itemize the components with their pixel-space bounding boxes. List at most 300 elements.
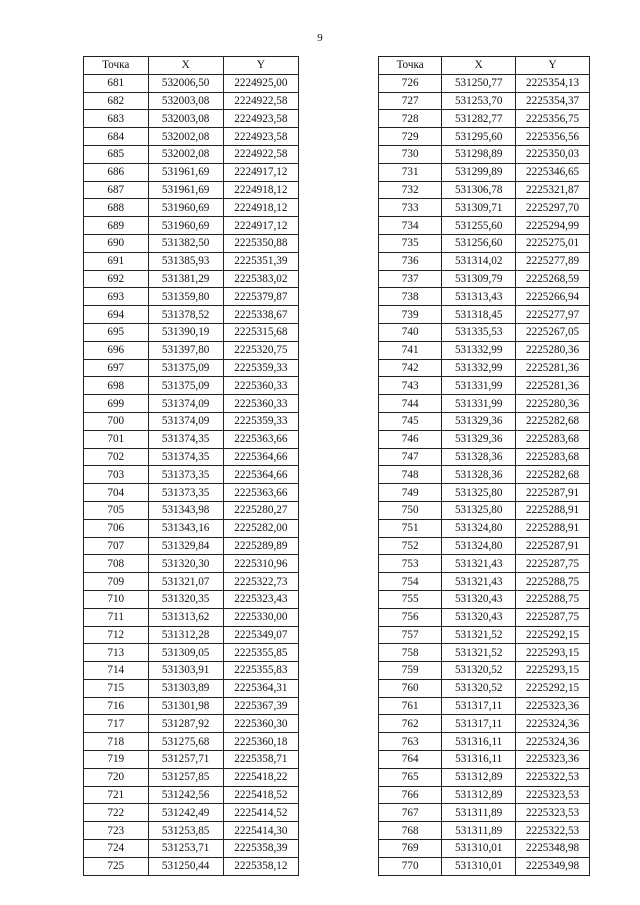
table-row (379, 822, 590, 840)
cell-point: 730 (379, 145, 442, 163)
cell-point: 769 (379, 840, 442, 858)
cell-y: 2225288,91 (516, 519, 590, 537)
table-row (379, 466, 590, 484)
table-row (379, 626, 590, 644)
cell-point: 681 (84, 74, 149, 92)
cell-y: 2225280,36 (516, 341, 590, 359)
cell-point: 756 (379, 608, 442, 626)
table-row (84, 341, 299, 359)
cell-y: 2225280,36 (516, 395, 590, 413)
cell-y: 2224923,58 (223, 128, 298, 146)
table-row (379, 270, 590, 288)
cell-y: 2225354,13 (516, 74, 590, 92)
cell-x: 531312,89 (442, 768, 516, 786)
cell-y: 2225277,89 (516, 252, 590, 270)
table-row (379, 804, 590, 822)
cell-y: 2225418,52 (223, 786, 298, 804)
table-row (84, 217, 299, 235)
cell-point: 713 (84, 644, 149, 662)
cell-y: 2225350,88 (223, 234, 298, 252)
cell-x: 531375,09 (148, 377, 223, 395)
cell-x: 531313,43 (442, 288, 516, 306)
cell-y: 2225267,05 (516, 323, 590, 341)
cell-x: 531255,60 (442, 217, 516, 235)
table-row (84, 110, 299, 128)
cell-point: 718 (84, 733, 149, 751)
cell-y: 2225322,73 (223, 573, 298, 591)
table-row (379, 395, 590, 413)
cell-y: 2225282,68 (516, 412, 590, 430)
table-row (379, 288, 590, 306)
cell-y: 2225292,15 (516, 679, 590, 697)
cell-point: 704 (84, 484, 149, 502)
table-row (379, 430, 590, 448)
cell-x: 531331,99 (442, 395, 516, 413)
cell-x: 531317,11 (442, 697, 516, 715)
cell-x: 531318,45 (442, 306, 516, 324)
cell-x: 531299,89 (442, 163, 516, 181)
cell-point: 698 (84, 377, 149, 395)
cell-y: 2225414,52 (223, 804, 298, 822)
cell-x: 532006,50 (148, 74, 223, 92)
table-row (84, 234, 299, 252)
cell-y: 2225323,53 (516, 804, 590, 822)
cell-x: 531320,30 (148, 555, 223, 573)
cell-point: 701 (84, 430, 149, 448)
cell-x: 531316,11 (442, 751, 516, 769)
cell-point: 739 (379, 306, 442, 324)
cell-x: 531329,36 (442, 412, 516, 430)
cell-y: 2225277,97 (516, 306, 590, 324)
table-row (379, 341, 590, 359)
cell-y: 2225292,15 (516, 626, 590, 644)
cell-point: 702 (84, 448, 149, 466)
cell-x: 531317,11 (442, 715, 516, 733)
table-row (84, 590, 299, 608)
cell-y: 2225356,75 (516, 110, 590, 128)
cell-point: 689 (84, 217, 149, 235)
cell-y: 2225355,83 (223, 662, 298, 680)
cell-point: 747 (379, 448, 442, 466)
coordinates-table-right (378, 56, 590, 876)
cell-y: 2225282,00 (223, 519, 298, 537)
table-row (84, 92, 299, 110)
cell-x: 531320,52 (442, 679, 516, 697)
cell-y: 2225324,36 (516, 715, 590, 733)
table-row (379, 306, 590, 324)
cell-point: 684 (84, 128, 149, 146)
cell-y: 2225289,89 (223, 537, 298, 555)
cell-point: 746 (379, 430, 442, 448)
cell-x: 531242,56 (148, 786, 223, 804)
page-number: 9 (317, 32, 323, 44)
cell-x: 531324,80 (442, 519, 516, 537)
cell-x: 531257,85 (148, 768, 223, 786)
cell-y: 2225320,75 (223, 341, 298, 359)
cell-y: 2225358,39 (223, 840, 298, 858)
table-row (379, 537, 590, 555)
cell-x: 531332,99 (442, 341, 516, 359)
cell-y: 2225323,36 (516, 751, 590, 769)
cell-point: 699 (84, 395, 149, 413)
cell-x: 531256,60 (442, 234, 516, 252)
cell-point: 707 (84, 537, 149, 555)
table-row (379, 448, 590, 466)
cell-y: 2225321,87 (516, 181, 590, 199)
table-row (379, 359, 590, 377)
table-row (84, 323, 299, 341)
table-row (379, 128, 590, 146)
table-row (379, 573, 590, 591)
table-row (84, 199, 299, 217)
cell-point: 760 (379, 679, 442, 697)
coordinates-table-left (83, 56, 299, 876)
cell-x: 531316,11 (442, 733, 516, 751)
table-row (84, 662, 299, 680)
cell-x: 531321,43 (442, 555, 516, 573)
table-row (379, 840, 590, 858)
cell-point: 685 (84, 145, 149, 163)
cell-y: 2225338,67 (223, 306, 298, 324)
cell-x: 531320,52 (442, 662, 516, 680)
table-row (84, 377, 299, 395)
table-row (379, 181, 590, 199)
cell-x: 531359,80 (148, 288, 223, 306)
table-row (379, 217, 590, 235)
table-row (379, 412, 590, 430)
cell-y: 2225287,91 (516, 537, 590, 555)
cell-x: 531329,36 (442, 430, 516, 448)
cell-x: 531382,50 (148, 234, 223, 252)
cell-point: 719 (84, 751, 149, 769)
table-row (379, 733, 590, 751)
cell-x: 531253,85 (148, 822, 223, 840)
cell-y: 2225346,65 (516, 163, 590, 181)
table-row (84, 715, 299, 733)
cell-x: 531374,35 (148, 430, 223, 448)
cell-point: 716 (84, 697, 149, 715)
cell-y: 2225315,68 (223, 323, 298, 341)
cell-point: 764 (379, 751, 442, 769)
cell-x: 531313,62 (148, 608, 223, 626)
table-row (379, 323, 590, 341)
cell-point: 696 (84, 341, 149, 359)
table-row (379, 697, 590, 715)
cell-x: 531320,35 (148, 590, 223, 608)
cell-y: 2225322,53 (516, 822, 590, 840)
table-row (84, 840, 299, 858)
cell-point: 733 (379, 199, 442, 217)
cell-point: 725 (84, 857, 149, 875)
cell-y: 2225383,02 (223, 270, 298, 288)
cell-y: 2225360,33 (223, 377, 298, 395)
cell-point: 740 (379, 323, 442, 341)
table-row (84, 181, 299, 199)
table-row (84, 359, 299, 377)
table-row (379, 751, 590, 769)
cell-y: 2225349,98 (516, 857, 590, 875)
table-row (379, 857, 590, 875)
cell-y: 2225275,01 (516, 234, 590, 252)
cell-x: 531325,80 (442, 484, 516, 502)
cell-point: 724 (84, 840, 149, 858)
cell-x: 531325,80 (442, 501, 516, 519)
cell-x: 531373,35 (148, 484, 223, 502)
cell-y: 2224918,12 (223, 181, 298, 199)
cell-x: 532002,08 (148, 145, 223, 163)
cell-point: 726 (379, 74, 442, 92)
table-row (84, 501, 299, 519)
cell-point: 750 (379, 501, 442, 519)
table-row (84, 573, 299, 591)
cell-point: 741 (379, 341, 442, 359)
cell-x: 531321,52 (442, 644, 516, 662)
cell-point: 743 (379, 377, 442, 395)
table-row (379, 555, 590, 573)
cell-point: 709 (84, 573, 149, 591)
cell-point: 755 (379, 590, 442, 608)
cell-point: 722 (84, 804, 149, 822)
table-row (84, 608, 299, 626)
cell-x: 531385,93 (148, 252, 223, 270)
cell-y: 2225324,36 (516, 733, 590, 751)
cell-point: 744 (379, 395, 442, 413)
cell-x: 531324,80 (442, 537, 516, 555)
table-row (379, 590, 590, 608)
cell-y: 2224923,58 (223, 110, 298, 128)
cell-point: 693 (84, 288, 149, 306)
cell-point: 761 (379, 697, 442, 715)
cell-x: 532003,08 (148, 92, 223, 110)
table-row (84, 768, 299, 786)
table-row (84, 519, 299, 537)
cell-y: 2225363,66 (223, 430, 298, 448)
table-row (84, 395, 299, 413)
table-row (84, 430, 299, 448)
table-row (84, 288, 299, 306)
cell-point: 710 (84, 590, 149, 608)
cell-y: 2225266,94 (516, 288, 590, 306)
cell-y: 2224922,58 (223, 145, 298, 163)
cell-y: 2224922,58 (223, 92, 298, 110)
cell-x: 531332,99 (442, 359, 516, 377)
cell-point: 714 (84, 662, 149, 680)
table-row (84, 679, 299, 697)
cell-point: 682 (84, 92, 149, 110)
cell-x: 532003,08 (148, 110, 223, 128)
cell-y: 2225355,85 (223, 644, 298, 662)
cell-point: 711 (84, 608, 149, 626)
cell-y: 2225297,70 (516, 199, 590, 217)
cell-x: 531321,07 (148, 573, 223, 591)
cell-x: 531250,44 (148, 857, 223, 875)
cell-point: 753 (379, 555, 442, 573)
table-header-row (84, 57, 299, 75)
cell-y: 2225282,68 (516, 466, 590, 484)
header-y: Y (223, 57, 298, 75)
cell-y: 2225287,75 (516, 555, 590, 573)
cell-x: 531320,43 (442, 590, 516, 608)
cell-x: 531257,71 (148, 751, 223, 769)
table-row (379, 484, 590, 502)
cell-point: 690 (84, 234, 149, 252)
cell-y: 2225360,33 (223, 395, 298, 413)
cell-y: 2225360,30 (223, 715, 298, 733)
cell-point: 708 (84, 555, 149, 573)
cell-point: 752 (379, 537, 442, 555)
table-row (379, 234, 590, 252)
cell-x: 531320,43 (442, 608, 516, 626)
cell-point: 749 (379, 484, 442, 502)
cell-x: 531306,78 (442, 181, 516, 199)
cell-y: 2225364,31 (223, 679, 298, 697)
cell-x: 531390,19 (148, 323, 223, 341)
cell-point: 737 (379, 270, 442, 288)
cell-x: 531328,36 (442, 448, 516, 466)
cell-point: 762 (379, 715, 442, 733)
cell-x: 531309,79 (442, 270, 516, 288)
cell-y: 2225322,53 (516, 768, 590, 786)
table-row (379, 145, 590, 163)
table-row (379, 768, 590, 786)
cell-x: 531960,69 (148, 199, 223, 217)
cell-y: 2225268,59 (516, 270, 590, 288)
cell-y: 2225323,36 (516, 697, 590, 715)
cell-y: 2225379,87 (223, 288, 298, 306)
cell-point: 766 (379, 786, 442, 804)
cell-y: 2225283,68 (516, 448, 590, 466)
table-row (84, 626, 299, 644)
cell-y: 2225363,66 (223, 484, 298, 502)
table-row (379, 501, 590, 519)
table-row (84, 751, 299, 769)
cell-x: 531961,69 (148, 181, 223, 199)
cell-x: 531378,52 (148, 306, 223, 324)
cell-y: 2225293,15 (516, 644, 590, 662)
cell-y: 2225364,66 (223, 448, 298, 466)
cell-x: 531374,09 (148, 412, 223, 430)
cell-y: 2225280,27 (223, 501, 298, 519)
cell-y: 2225288,75 (516, 573, 590, 591)
cell-point: 758 (379, 644, 442, 662)
cell-x: 531321,43 (442, 573, 516, 591)
cell-y: 2225358,71 (223, 751, 298, 769)
table-row (84, 163, 299, 181)
table-row (379, 163, 590, 181)
cell-y: 2225356,56 (516, 128, 590, 146)
cell-point: 691 (84, 252, 149, 270)
cell-point: 728 (379, 110, 442, 128)
header-y: Y (516, 57, 590, 75)
table-row (84, 555, 299, 573)
table-row (84, 306, 299, 324)
cell-point: 723 (84, 822, 149, 840)
table-row (379, 92, 590, 110)
cell-point: 717 (84, 715, 149, 733)
cell-x: 531253,71 (148, 840, 223, 858)
cell-y: 2225418,22 (223, 768, 298, 786)
table-row (379, 74, 590, 92)
table-row (379, 110, 590, 128)
cell-point: 767 (379, 804, 442, 822)
cell-point: 759 (379, 662, 442, 680)
table-row (84, 786, 299, 804)
cell-point: 736 (379, 252, 442, 270)
cell-point: 748 (379, 466, 442, 484)
cell-x: 531314,02 (442, 252, 516, 270)
cell-x: 531335,53 (442, 323, 516, 341)
cell-y: 2225281,36 (516, 359, 590, 377)
cell-point: 765 (379, 768, 442, 786)
cell-y: 2225283,68 (516, 430, 590, 448)
cell-point: 729 (379, 128, 442, 146)
cell-x: 531295,60 (442, 128, 516, 146)
cell-x: 531250,77 (442, 74, 516, 92)
cell-x: 531303,91 (148, 662, 223, 680)
cell-y: 2225367,39 (223, 697, 298, 715)
table-row (84, 252, 299, 270)
header-x: X (442, 57, 516, 75)
cell-x: 531282,77 (442, 110, 516, 128)
cell-y: 2225364,66 (223, 466, 298, 484)
table-row (84, 466, 299, 484)
cell-point: 742 (379, 359, 442, 377)
cell-x: 531331,99 (442, 377, 516, 395)
cell-point: 745 (379, 412, 442, 430)
table-row (84, 537, 299, 555)
cell-x: 531309,71 (442, 199, 516, 217)
cell-x: 531321,52 (442, 626, 516, 644)
cell-x: 532002,08 (148, 128, 223, 146)
table-header-row (379, 57, 590, 75)
cell-point: 683 (84, 110, 149, 128)
cell-x: 531311,89 (442, 804, 516, 822)
cell-point: 700 (84, 412, 149, 430)
cell-point: 695 (84, 323, 149, 341)
cell-y: 2225323,43 (223, 590, 298, 608)
cell-y: 2224925,00 (223, 74, 298, 92)
table-row (379, 608, 590, 626)
cell-x: 531253,70 (442, 92, 516, 110)
table-row (84, 74, 299, 92)
table-row (379, 715, 590, 733)
cell-x: 531242,49 (148, 804, 223, 822)
table-row (84, 857, 299, 875)
cell-point: 763 (379, 733, 442, 751)
cell-x: 531311,89 (442, 822, 516, 840)
cell-y: 2225310,96 (223, 555, 298, 573)
cell-x: 531343,16 (148, 519, 223, 537)
cell-x: 531374,09 (148, 395, 223, 413)
cell-y: 2225358,12 (223, 857, 298, 875)
cell-y: 2225281,36 (516, 377, 590, 395)
cell-y: 2225350,03 (516, 145, 590, 163)
cell-x: 531310,01 (442, 857, 516, 875)
cell-point: 732 (379, 181, 442, 199)
cell-x: 531328,36 (442, 466, 516, 484)
cell-x: 531312,28 (148, 626, 223, 644)
cell-point: 721 (84, 786, 149, 804)
cell-point: 703 (84, 466, 149, 484)
cell-point: 768 (379, 822, 442, 840)
cell-point: 694 (84, 306, 149, 324)
cell-y: 2225359,33 (223, 412, 298, 430)
table-row (379, 662, 590, 680)
cell-point: 688 (84, 199, 149, 217)
cell-y: 2225288,91 (516, 501, 590, 519)
cell-point: 731 (379, 163, 442, 181)
cell-y: 2225354,37 (516, 92, 590, 110)
